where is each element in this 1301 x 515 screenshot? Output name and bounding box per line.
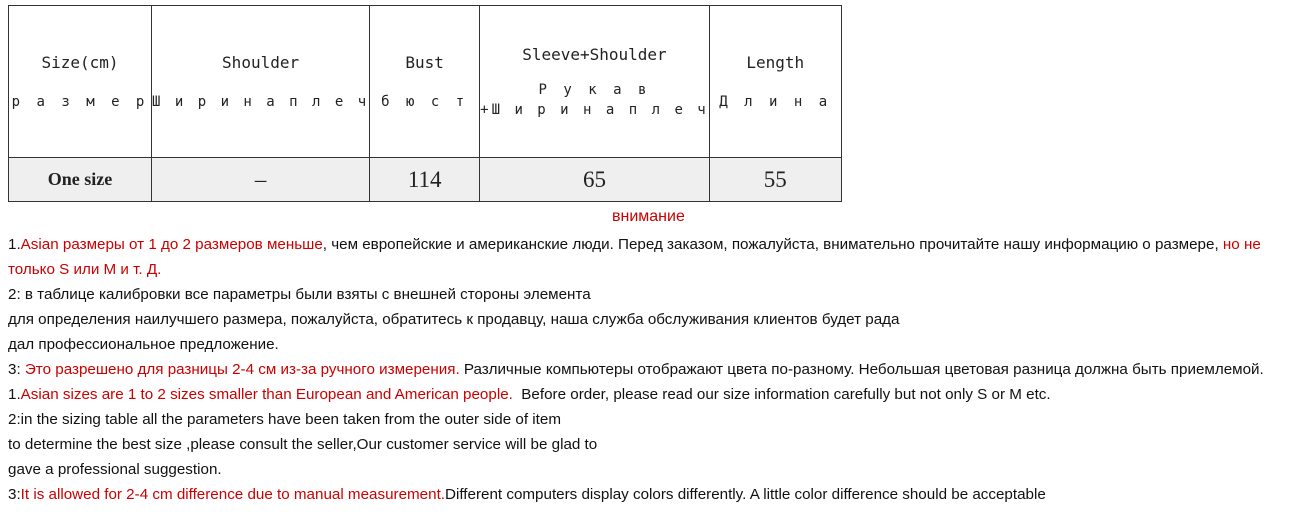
note-en-3: [8, 482, 1300, 507]
header-length: [709, 6, 841, 158]
notes-block: [8, 232, 1300, 507]
note-en-2c: gave a professional suggestion.: [8, 461, 222, 478]
note-en-2b: to determine the best size ,please consult the seller,Our customer service will be glad to: [8, 436, 598, 453]
note-ru-1b: только S или M и т. Д.: [8, 261, 162, 278]
header-bust: [370, 6, 480, 158]
note-en-2a: 2:in the sizing table all the parameters have been taken from the outer side of item: [8, 411, 561, 428]
note-en-3-num: 3:: [8, 486, 21, 503]
header-bust-ru: б ю с т: [381, 94, 469, 110]
note-en-1: [8, 382, 1300, 407]
header-shoulder-ru: Ш и р и н а п л е ч: [152, 94, 370, 110]
cell-bust: [370, 158, 480, 202]
note-ru-3-num: 3:: [8, 361, 25, 378]
cell-bust-value: 114: [407, 166, 442, 192]
note-ru-1-mid: , чем европейские и американские люди. Перед заказом, пожалуйста, внимательно прочитайте нашу информацию о размере,: [322, 236, 1223, 253]
header-sleeve-ru2: +Ш и р и н а п л е ч: [480, 102, 709, 118]
header-sleeve-ru: Р у к а в: [538, 82, 651, 98]
header-bust-en: Bust: [405, 53, 444, 72]
header-shoulder-en: Shoulder: [222, 53, 300, 72]
header-length-en: Length: [746, 53, 805, 72]
note-ru-2b: для определения наилучшего размера, пожалуйста, обратитесь к продавцу, наша служба обслуживания клиентов будет рада: [8, 311, 900, 328]
table-header-row: [9, 6, 842, 158]
cell-length: [709, 158, 841, 202]
note-en-1-rest: Before order, please read our size information carefully but not only S or M etc.: [512, 386, 1051, 403]
note-ru-1: [8, 232, 1300, 257]
note-en-1-red: Asian sizes are 1 to 2 sizes smaller than European and American people.: [20, 386, 513, 403]
cell-sleeve: [480, 158, 710, 202]
header-shoulder: [152, 6, 370, 158]
note-ru-2a: 2: в таблице калибровки все параметры были взяты с внешней стороны элемента: [8, 286, 591, 303]
size-table: [8, 5, 842, 202]
note-en-3-red: It is allowed for 2-4 cm difference due to manual measurement.: [20, 486, 446, 503]
note-ru-3-rest: Различные компьютеры отображают цвета по-разному. Небольшая цветовая разница должна быть приемлемой.: [459, 361, 1264, 378]
cell-length-value: 55: [763, 166, 787, 192]
cell-size: [9, 158, 152, 202]
note-ru-3-red: Это разрешено для разницы 2-4 см из-за ручного измерения.: [24, 361, 460, 378]
note-ru-1-red2: но не: [1222, 236, 1261, 253]
note-ru-3: [8, 357, 1300, 382]
cell-size-value: One size: [47, 169, 113, 189]
header-sleeve-en: Sleeve+Shoulder: [522, 45, 667, 64]
table-row: [9, 158, 842, 202]
cell-shoulder-value: –: [254, 166, 267, 192]
attention-heading: внимание: [612, 208, 685, 225]
header-length-ru: Д л и н а: [719, 94, 832, 110]
note-en-3-rest: Different computers display colors differently. A little color difference should be acceptable: [445, 486, 1046, 503]
note-ru-1-num: 1.: [8, 236, 21, 253]
note-ru-2c: дал профессиональное предложение.: [8, 336, 279, 353]
cell-shoulder: [152, 158, 370, 202]
header-sleeve-shoulder: [480, 6, 710, 158]
note-en-1-num: 1.: [8, 386, 21, 403]
header-size: [9, 6, 152, 158]
note-ru-1-red: Asian размеры от 1 до 2 размеров меньше: [20, 236, 323, 253]
cell-sleeve-value: 65: [582, 166, 606, 192]
header-size-en: Size(cm): [41, 53, 119, 72]
header-size-ru: р а з м е р: [11, 94, 149, 110]
